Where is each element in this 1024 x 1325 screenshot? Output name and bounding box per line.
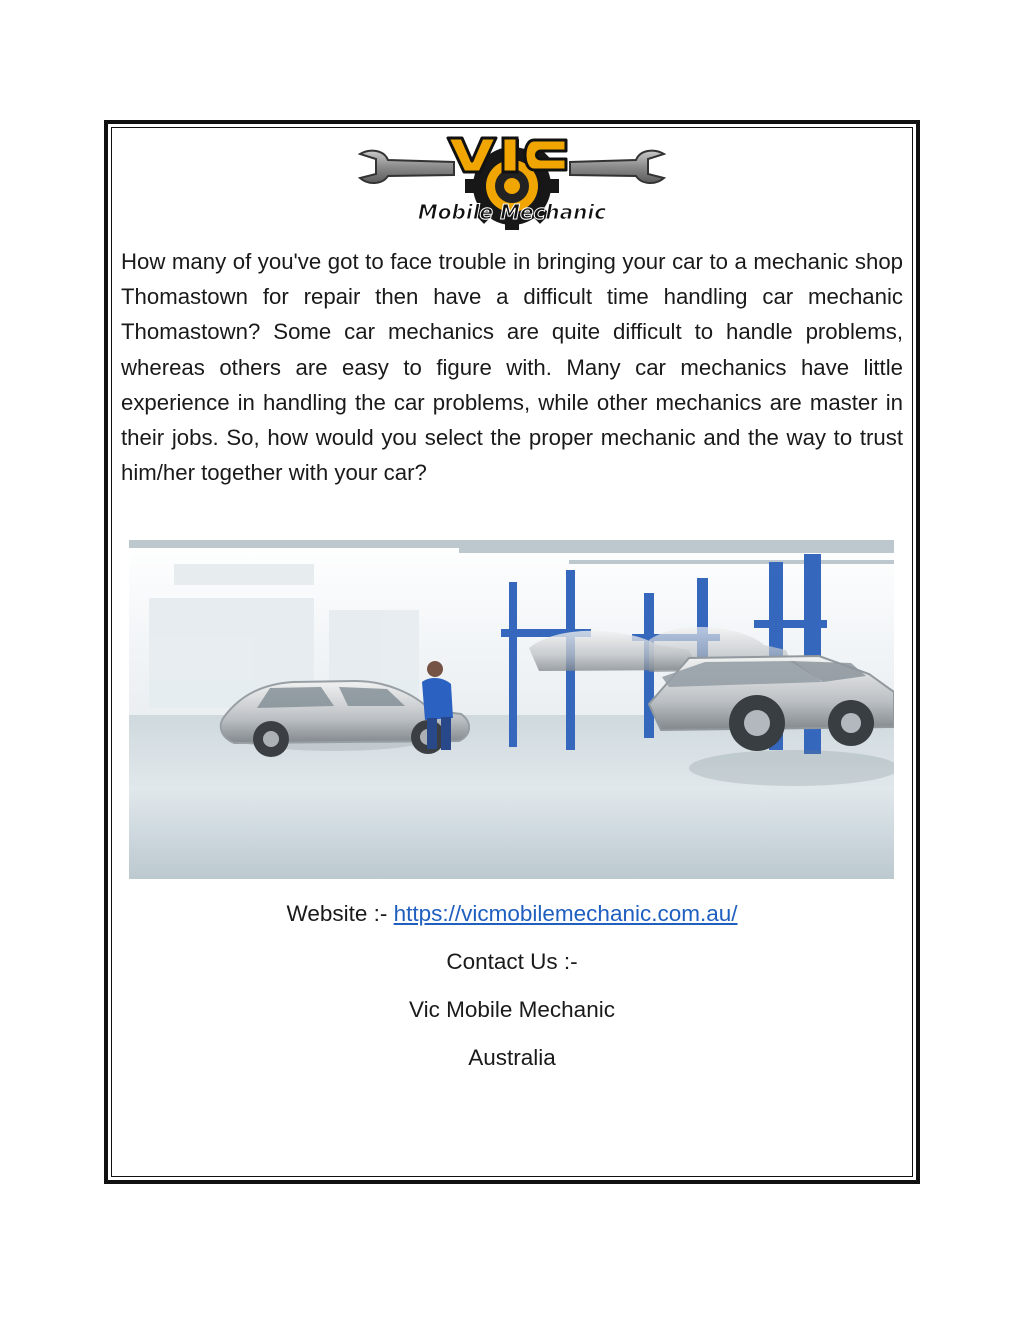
garage-photo xyxy=(129,540,894,879)
website-row xyxy=(114,899,910,929)
left-wrench-icon xyxy=(360,151,454,183)
vic-letters xyxy=(448,138,566,172)
website-label: Website :- xyxy=(286,901,394,926)
vic-mobile-mechanic-logo xyxy=(358,128,666,232)
intro-paragraph: How many of you've got to face trouble in bringing your car to a mechanic shop Thomastown for repair then have a difficult time handling car mechanic Thomastown? Some car mechanics are quite difficult to handle problems, whereas others are easy to figure with. Many car mechanics have little experience in handling the car problems, while other mechanics are master in their jobs. So, how would you select the proper mechanic and the way to trust him/her together with your car? xyxy=(121,249,903,486)
right-wrench-icon xyxy=(570,151,664,183)
company-name: Vic Mobile Mechanic xyxy=(409,997,615,1022)
country-name: Australia xyxy=(468,1045,556,1070)
contact-us-label: Contact Us :- xyxy=(446,949,578,974)
logo-mobile-mechanic-text: Mobile Mechanic xyxy=(417,200,607,224)
website-link[interactable]: https://vicmobilemechanic.com.au/ xyxy=(393,901,738,926)
